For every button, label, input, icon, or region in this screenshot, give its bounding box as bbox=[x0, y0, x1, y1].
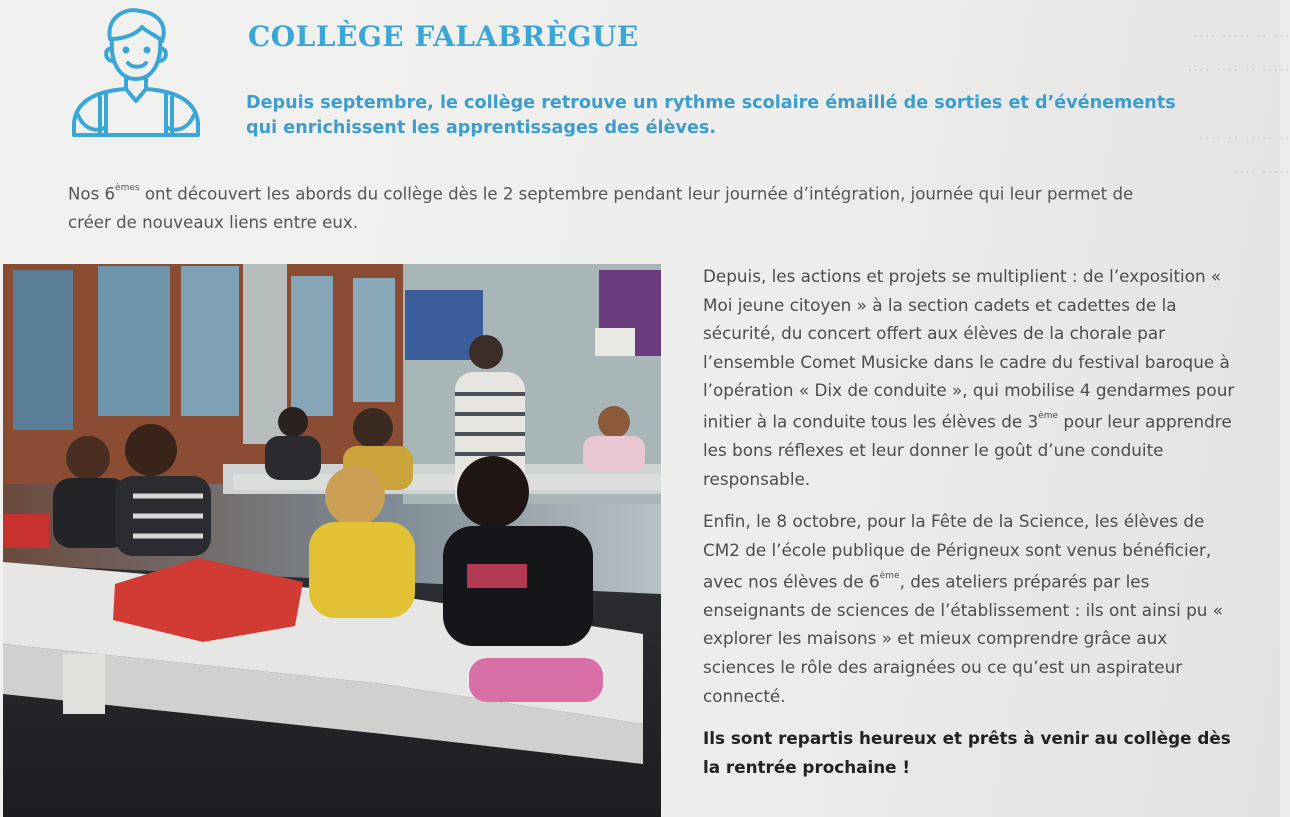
classroom-photo bbox=[3, 264, 661, 817]
article-lead: Depuis septembre, le collège retrouve un rythme scolaire émaillé de sorties et d’événements qui enrichissent les apprentissages des élèves. bbox=[246, 93, 1176, 138]
body-paragraph-actions-start: Depuis, les actions et projets se multiplient : de l’exposition « Moi jeune citoyen » à la section cadets et cadettes de la sécurité, du concert offert aux élèves de la chorale par l’ensemble Comet Musicke dans le cadre du festival baroque à l’opération « Dix de conduite », qui mobilise 4 gendarmes pour initier à la conduite tous les élèves de 3 bbox=[703, 266, 1235, 432]
intro-text-start: Nos 6 bbox=[68, 184, 116, 204]
body-paragraph-actions-end: pour leur apprendre les bons réflexes et leur donner le goût d’une conduite responsable. bbox=[703, 411, 1232, 489]
closing-paragraph: Ils sont repartis heureux et prêts à venir au collège dès la rentrée prochaine ! bbox=[703, 728, 1231, 777]
intro-superscript: èmes bbox=[115, 183, 140, 193]
body-paragraph-actions-superscript: ème bbox=[1038, 410, 1059, 421]
classroom-photo-illustration bbox=[3, 264, 661, 817]
intro-paragraph bbox=[68, 177, 1168, 237]
body-paragraph-science-end: , des ateliers préparés par les enseignants de sciences de l’établissement : ils ont ainsi pu « explorer les maisons » et mieux comprendre grâce aux sciences le rôle des araignées ou ce qu’est un aspirateur connecté. bbox=[703, 571, 1224, 706]
bleed-through-text: ··· ·· ····· ···· ····· ·· ···· ···· ·· ····· ·· ···· ····· ···· bbox=[1187, 26, 1290, 183]
article-body bbox=[703, 262, 1243, 781]
body-paragraph-science bbox=[703, 507, 1243, 710]
body-paragraph-science-start: Enfin, le 8 octobre, pour la Fête de la Science, les élèves de CM2 de l’école publique de Périgneux sont venus bénéficier, avec nos élèves de 6 bbox=[703, 511, 1212, 592]
intro-text-end: ont découvert les abords du collège dès le 2 septembre pendant leur journée d’intégration, journée qui leur permet de créer de nouveaux liens entre eux. bbox=[68, 184, 1134, 232]
student-mascot-icon bbox=[66, 5, 204, 140]
article-title: COLLÈGE FALABRÈGUE bbox=[248, 20, 639, 53]
body-paragraph-actions bbox=[703, 262, 1243, 493]
body-paragraph-science-superscript: ème bbox=[879, 570, 900, 581]
